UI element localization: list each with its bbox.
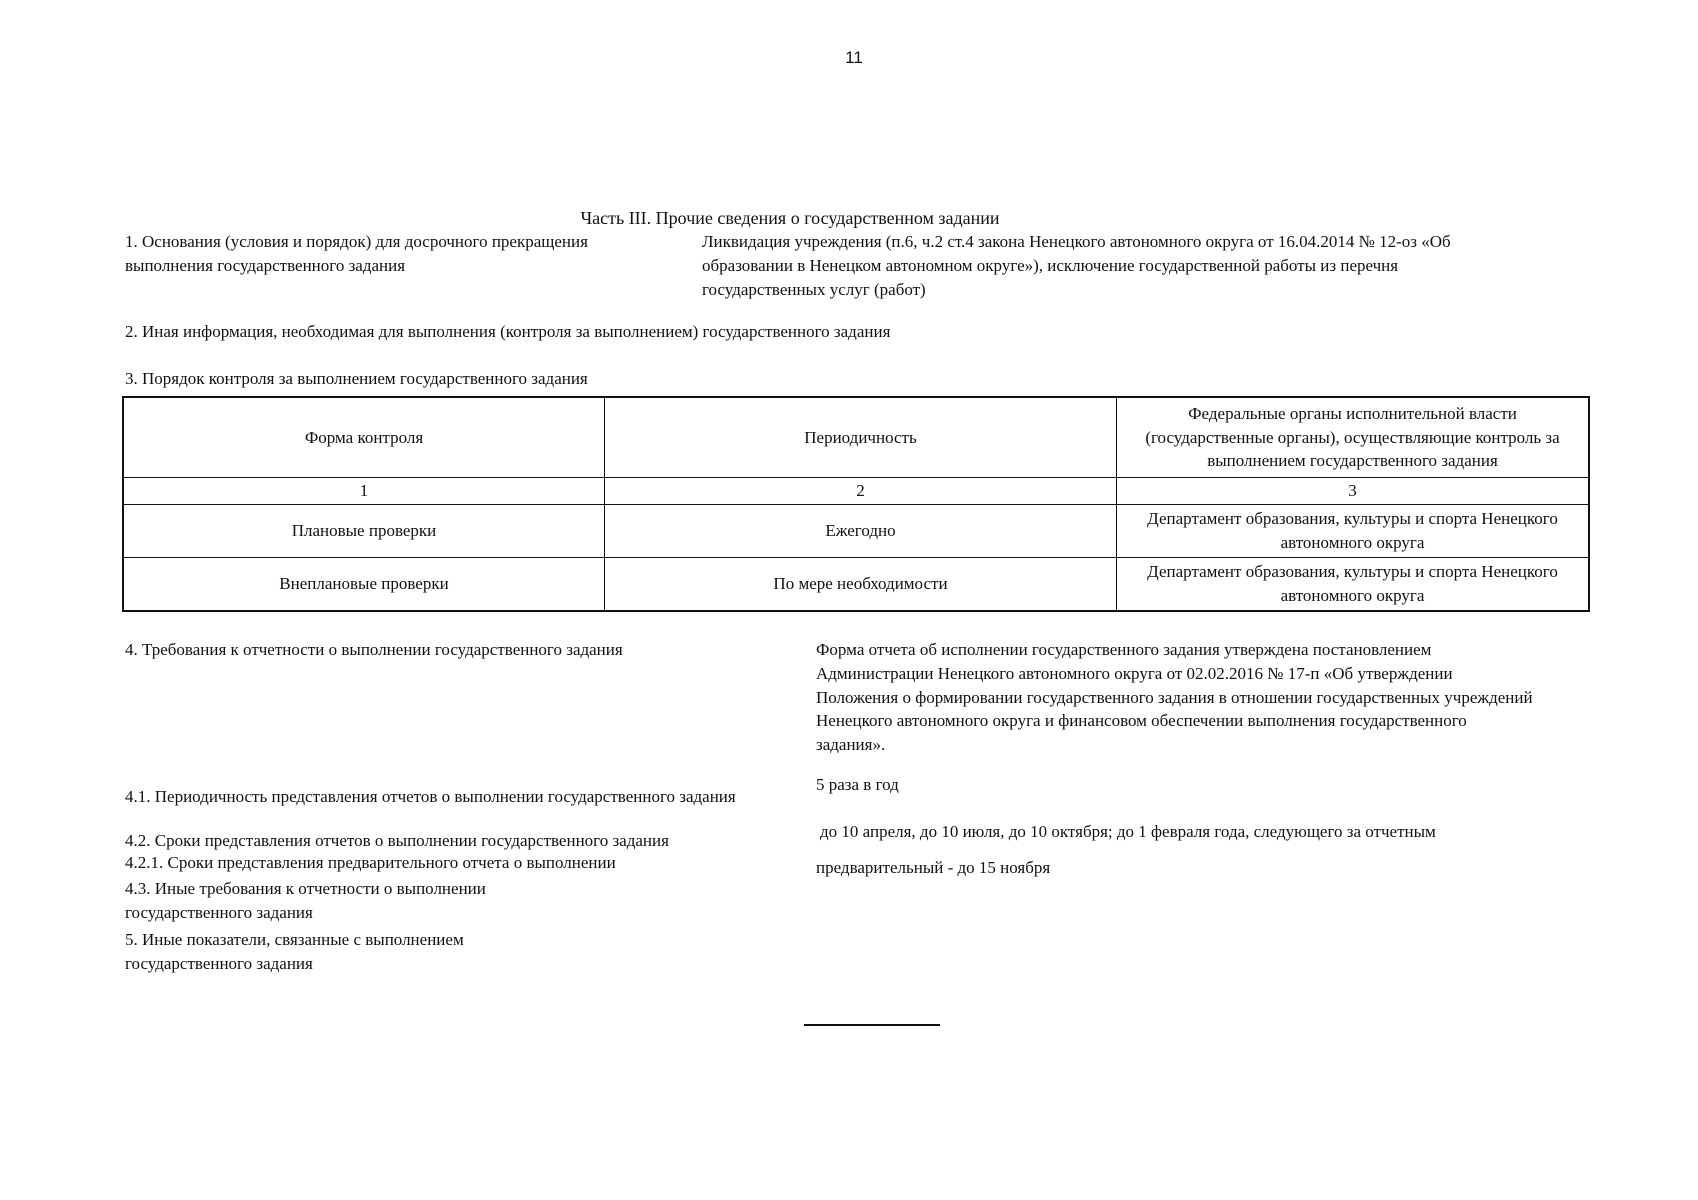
section-4-label: 4. Требования к отчетности о выполнении государственного задания	[125, 640, 623, 659]
section-4-2-1-value: предварительный - до 15 ноября	[816, 858, 1051, 877]
section-1-value: Ликвидация учреждения (п.6, ч.2 ст.4 закона Ненецкого автономного округа от 16.04.2014 № 12-оз «Об образовании в Ненецком автономном округе»), исключение государственной работы из перечня государственных услуг (работ)	[702, 232, 1451, 299]
section-2-label: 2. Иная информация, необходимая для выполнения (контроля за выполнением) государственного задания	[125, 322, 891, 341]
table-column-numbers-row	[123, 478, 1589, 505]
header-authorities: Федеральные органы исполнительной власти (государственные органы), осуществляющие контроль за выполнением государственного задания	[1117, 397, 1590, 478]
section-4-1-label: 4.1. Периодичность представления отчетов о выполнении государственного задания	[125, 787, 736, 806]
page-number: 11	[845, 48, 863, 67]
section-4-3-label: 4.3. Иные требования к отчетности о выполнении государственного задания	[125, 879, 486, 922]
control-table	[122, 396, 1590, 612]
section-4-2-1-label: 4.2.1. Сроки представления предварительного отчета о выполнении	[125, 853, 616, 872]
table-cell: Департамент образования, культуры и спорта Ненецкого автономного округа	[1117, 558, 1590, 612]
section-1-label: 1. Основания (условия и порядок) для досрочного прекращения выполнения государственного задания	[125, 232, 588, 275]
section-4-1-value: 5 раза в год	[816, 775, 899, 794]
table-cell: Плановые проверки	[123, 505, 605, 558]
section-3-label: 3. Порядок контроля за выполнением государственного задания	[125, 369, 588, 388]
table-header-row	[123, 397, 1589, 478]
header-periodicity: Периодичность	[605, 397, 1117, 478]
column-number: 1	[123, 478, 605, 505]
part-title: Часть III. Прочие сведения о государственном задании	[580, 208, 1000, 228]
header-control-form: Форма контроля	[123, 397, 605, 478]
table-cell: По мере необходимости	[605, 558, 1117, 612]
section-4-2-value: до 10 апреля, до 10 июля, до 10 октября; до 1 февраля года, следующего за отчетным	[820, 822, 1436, 841]
table-cell: Внеплановые проверки	[123, 558, 605, 612]
end-rule	[804, 1024, 940, 1026]
table-cell: Ежегодно	[605, 505, 1117, 558]
table-cell: Департамент образования, культуры и спорта Ненецкого автономного округа	[1117, 505, 1590, 558]
section-4-value: Форма отчета об исполнении государственного задания утверждена постановлением Администрации Ненецкого автономного округа от 02.02.2016 № 17-п «Об утверждении Положения о формировании государственного задания в отношении государственных учреждений Ненецкого автономного округа и финансовом обеспечении выполнения государственного задания».	[816, 640, 1533, 755]
section-4-2-label: 4.2. Сроки представления отчетов о выполнении государственного задания	[125, 831, 669, 850]
column-number: 3	[1117, 478, 1590, 505]
table-row	[123, 558, 1589, 612]
section-5-label: 5. Иные показатели, связанные с выполнением государственного задания	[125, 930, 464, 973]
table-row	[123, 505, 1589, 558]
column-number: 2	[605, 478, 1117, 505]
